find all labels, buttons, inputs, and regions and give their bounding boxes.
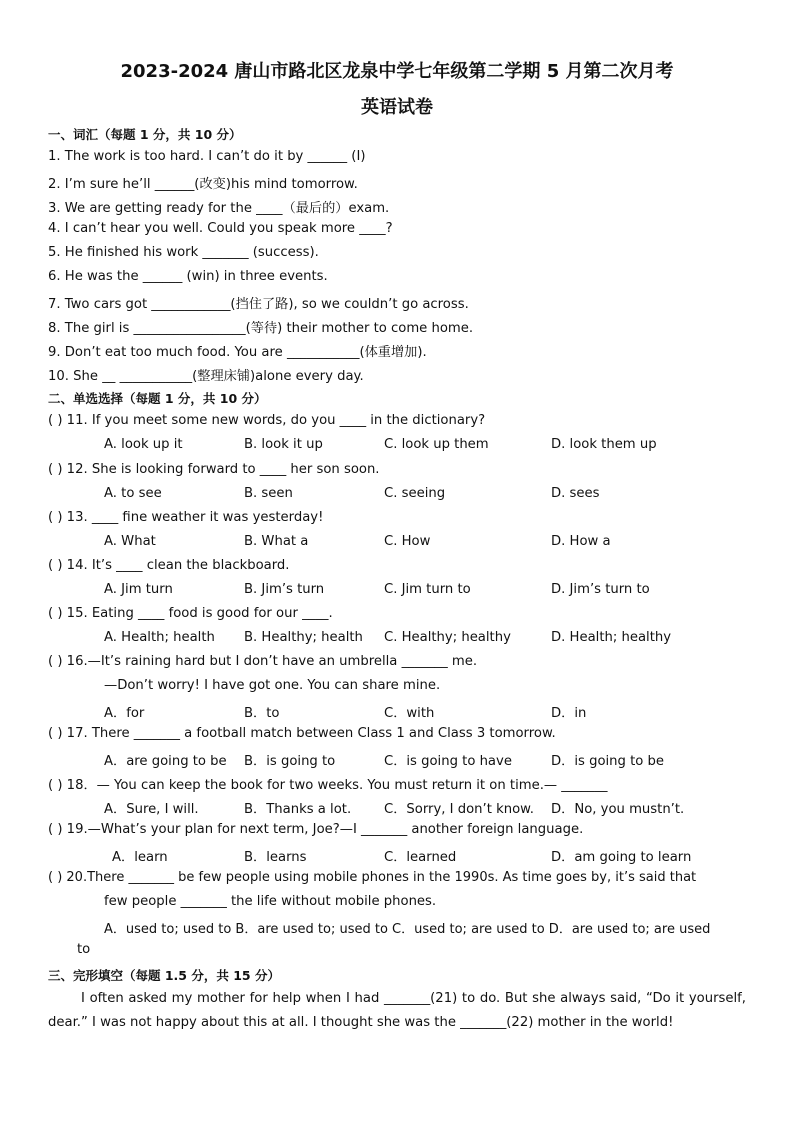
option-b: B. Healthy; health bbox=[244, 630, 363, 645]
option-d: D．is going to be bbox=[551, 754, 665, 769]
option-c: C．learned bbox=[384, 850, 457, 865]
question-stem: ( ) 14. It’s ____ clean the blackboard. bbox=[48, 558, 290, 573]
option-d: D. Health; healthy bbox=[551, 630, 672, 645]
option-a: A．for bbox=[104, 706, 145, 721]
vocab-item: 7. Two cars got ____________(挡住了路), so we couldn’t go across. bbox=[48, 297, 469, 312]
vocab-item: 3. We are getting ready for the ____（最后的）exam. bbox=[48, 201, 390, 216]
option-d: D. Jim’s turn to bbox=[551, 582, 650, 597]
option-a: A．are going to be bbox=[104, 754, 227, 769]
option-b: B. Jim’s turn bbox=[244, 582, 325, 597]
option-a: A. Jim turn bbox=[104, 582, 173, 597]
option-d: D．am going to learn bbox=[551, 850, 692, 865]
question-stem: ( ) 15. Eating ____ food is good for our ____. bbox=[48, 606, 333, 621]
option-a: A．learn bbox=[112, 850, 168, 865]
cloze-passage: I often asked my mother for help when I had _______(21) to do. But she always said, “Do it yourself, dear.” I was not happy about this at all. I thought she was the _______(22) mother in the world! bbox=[48, 991, 746, 1030]
question-stem: ( ) 18．— You can keep the book for two weeks. You must return it on time.— _______ bbox=[48, 778, 608, 793]
option-d: D. look them up bbox=[551, 437, 657, 452]
question-stem: ( ) 12. She is looking forward to ____ her son soon. bbox=[48, 462, 380, 477]
question-stem: ( ) 20.There _______ be few people using mobile phones in the 1990s. As time goes by, it’s said that bbox=[48, 870, 697, 885]
option-a: A. Health; health bbox=[104, 630, 215, 645]
option-d: D．No, you mustn’t. bbox=[551, 802, 685, 817]
option-d: D．in bbox=[551, 706, 587, 721]
option-b: B. seen bbox=[244, 486, 293, 501]
option-b: B．to bbox=[244, 706, 280, 721]
vocab-item: 9. Don’t eat too much food. You are ___________(体重增加). bbox=[48, 345, 427, 360]
question-dialogue-line: —Don’t worry! I have got one. You can share mine. bbox=[104, 678, 441, 693]
option-c: C．is going to have bbox=[384, 754, 512, 769]
section-vocab-heading: 一、词汇（每题 1 分，共 10 分） bbox=[48, 127, 242, 142]
options-line-wrap: to bbox=[77, 942, 91, 957]
question-stem: ( ) 13. ____ fine weather it was yesterday! bbox=[48, 510, 324, 525]
option-c: C. How bbox=[384, 534, 431, 549]
vocab-item: 1. The work is too hard. I can’t do it by ______ (I) bbox=[48, 149, 366, 164]
option-b: B. look it up bbox=[244, 437, 323, 452]
question-stem: ( ) 17. There _______ a football match between Class 1 and Class 3 tomorrow. bbox=[48, 726, 556, 741]
options-line: A．used to; used to B．are used to; used to C．used to; are used to D．are used to; are used bbox=[104, 922, 711, 937]
vocab-item: 4. I can’t hear you well. Could you speak more ____? bbox=[48, 221, 393, 236]
question-stem: ( ) 16.—It’s raining hard but I don’t have an umbrella _______ me. bbox=[48, 654, 478, 669]
option-a: A．Sure, I will. bbox=[104, 802, 199, 817]
vocab-item: 2. I’m sure he’ll ______(改变)his mind tomorrow. bbox=[48, 177, 358, 192]
vocab-item: 8. The girl is _________________(等待) their mother to come home. bbox=[48, 321, 474, 336]
option-a: A. What bbox=[104, 534, 156, 549]
option-b: B. What a bbox=[244, 534, 309, 549]
option-c: C．Sorry, I don’t know. bbox=[384, 802, 534, 817]
option-a: A. to see bbox=[104, 486, 162, 501]
question-stem: ( ) 11. If you meet some new words, do you ____ in the dictionary? bbox=[48, 413, 486, 428]
section-cloze-heading: 三、完形填空（每题 1.5 分，共 15 分） bbox=[48, 968, 280, 983]
option-d: D. How a bbox=[551, 534, 611, 549]
option-b: B．Thanks a lot. bbox=[244, 802, 352, 817]
option-c: C. seeing bbox=[384, 486, 446, 501]
vocab-item: 5. He finished his work _______ (success). bbox=[48, 245, 319, 260]
option-d: D. sees bbox=[551, 486, 600, 501]
section-choice-heading: 二、单选选择（每题 1 分，共 10 分） bbox=[48, 391, 267, 406]
question-stem-continued: few people _______ the life without mobile phones. bbox=[104, 894, 437, 909]
option-c: C．with bbox=[384, 706, 435, 721]
vocab-item: 10. She __ ___________(整理床铺)alone every day. bbox=[48, 369, 364, 384]
option-c: C. look up them bbox=[384, 437, 489, 452]
option-b: B．is going to bbox=[244, 754, 336, 769]
option-c: C. Jim turn to bbox=[384, 582, 471, 597]
option-c: C. Healthy; healthy bbox=[384, 630, 511, 645]
exam-title-line2: 英语试卷 bbox=[361, 97, 433, 118]
question-stem: ( ) 19.—What’s your plan for next term, Joe?—I _______ another foreign language. bbox=[48, 822, 584, 837]
vocab-item: 6. He was the ______ (win) in three events. bbox=[48, 269, 328, 284]
option-b: B．learns bbox=[244, 850, 307, 865]
option-a: A. look up it bbox=[104, 437, 183, 452]
exam-title-line1: 2023-2024 唐山市路北区龙泉中学七年级第二学期 5 月第二次月考 bbox=[120, 61, 674, 82]
